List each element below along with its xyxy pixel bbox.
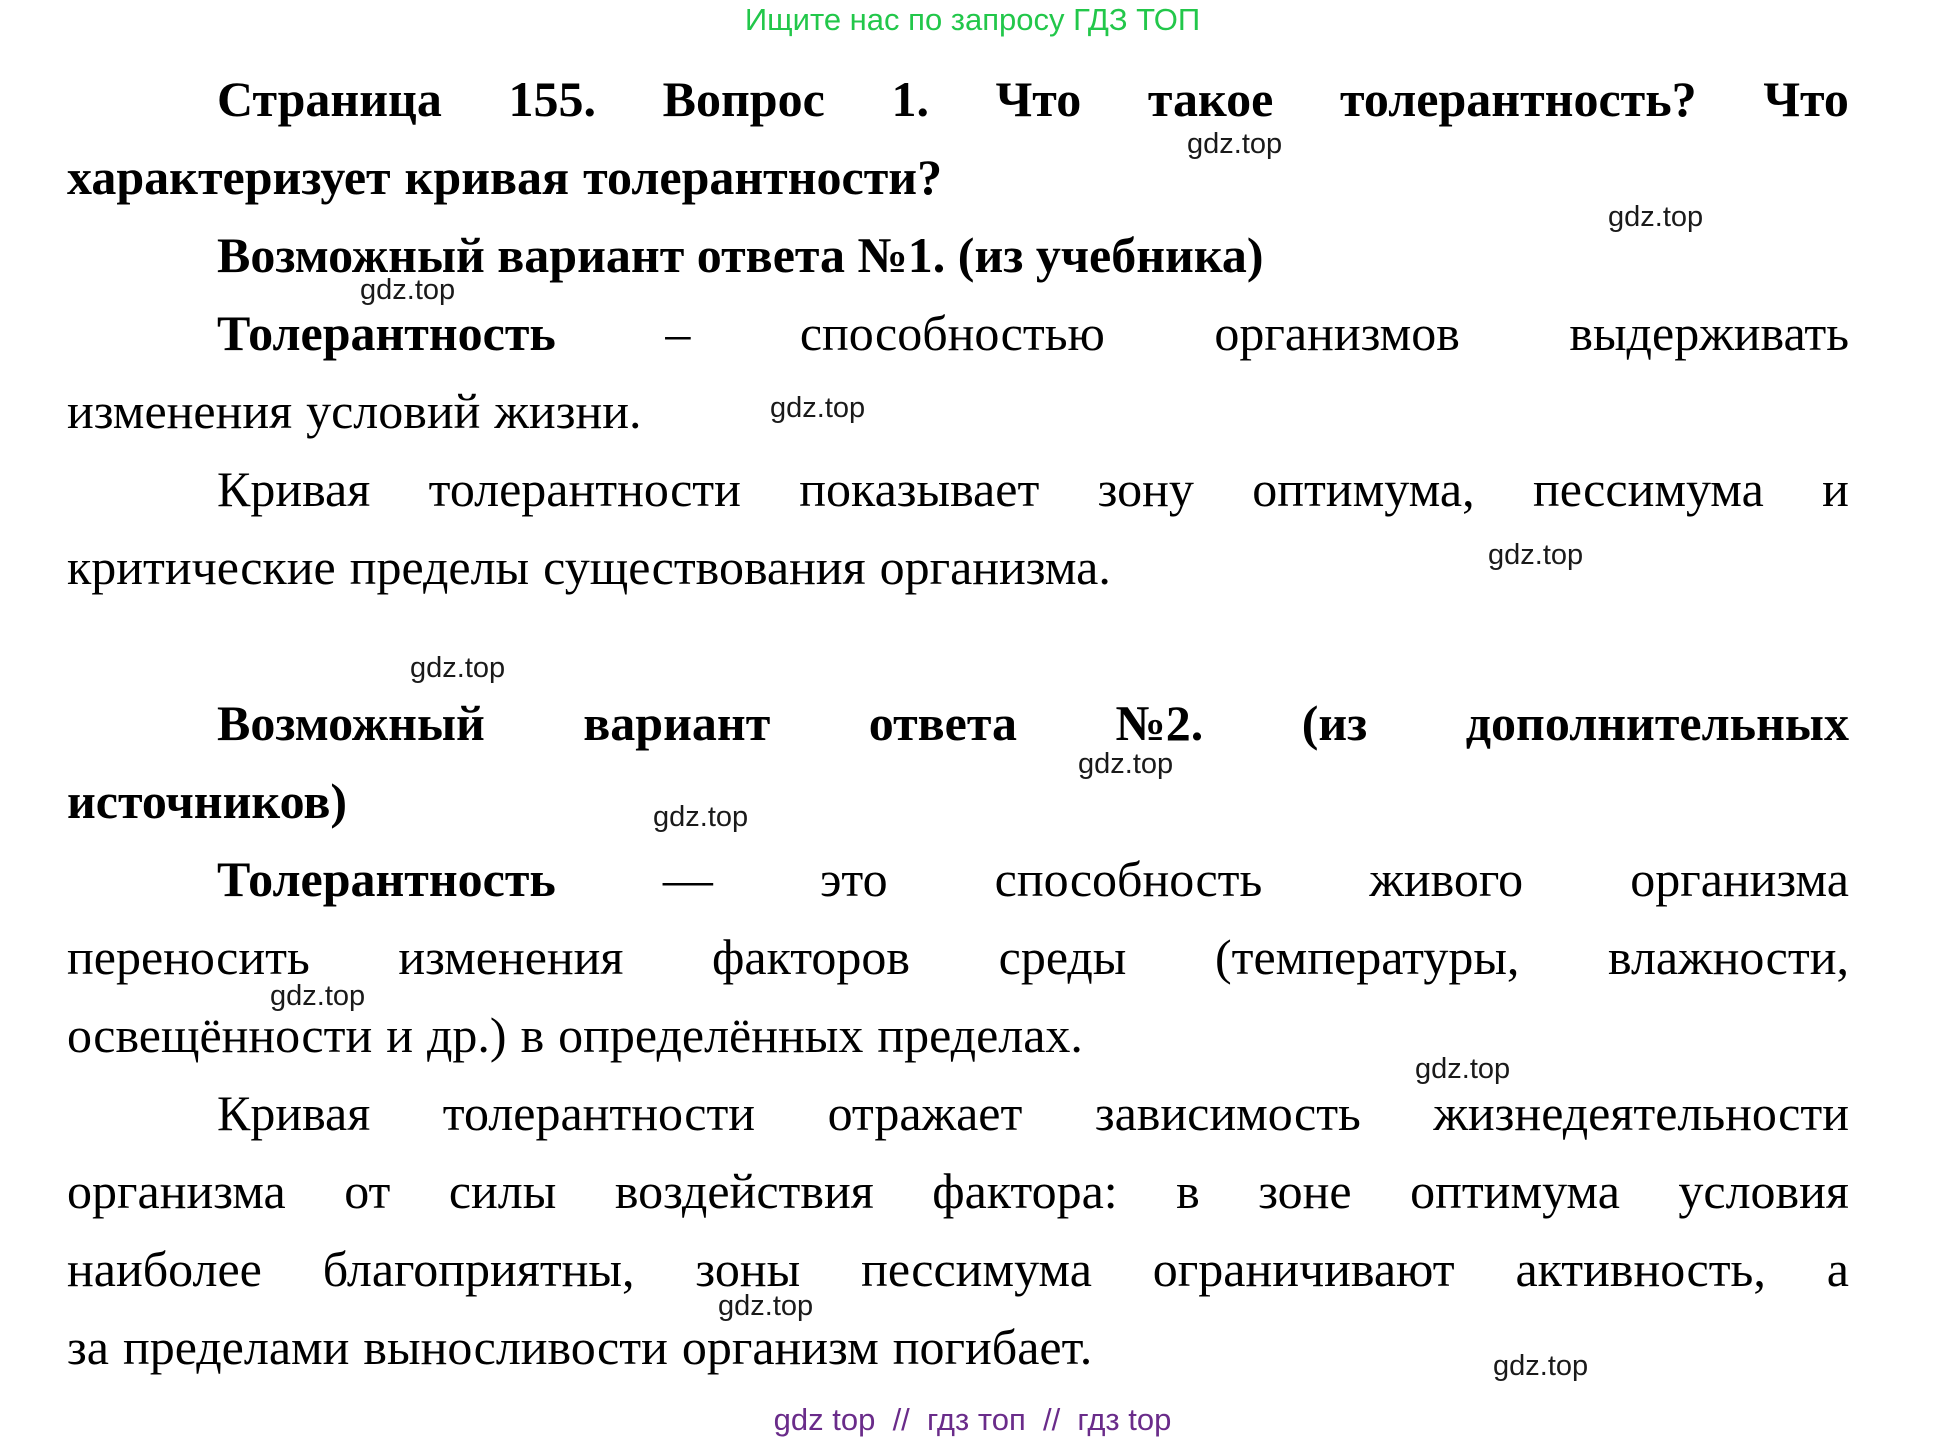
- word: толерантности: [428, 461, 741, 517]
- word: существования: [543, 539, 866, 595]
- word: погибает.: [892, 1319, 1093, 1375]
- word: пределами: [122, 1319, 350, 1375]
- word: Толерантность: [217, 851, 556, 907]
- answer1-curve-line-1: [67, 450, 1849, 528]
- word: выдерживать: [1569, 305, 1849, 361]
- word: и: [386, 1007, 413, 1063]
- watermark: gdz.top: [1078, 748, 1174, 780]
- word: Что: [995, 71, 1082, 127]
- answer2-heading-line-1: [67, 684, 1849, 762]
- word: –: [665, 305, 691, 361]
- word: за: [67, 1319, 109, 1375]
- watermark: gdz.top: [1415, 1053, 1511, 1085]
- word: оптимума: [1410, 1163, 1620, 1219]
- word: отражает: [827, 1085, 1023, 1141]
- word: изменения: [398, 929, 624, 985]
- word: в: [1176, 1163, 1200, 1219]
- word: пессимума: [861, 1241, 1092, 1297]
- word: среды: [998, 929, 1127, 985]
- watermark: gdz.top: [360, 274, 456, 306]
- word: 155.: [508, 71, 596, 127]
- watermark: gdz.top: [653, 801, 749, 833]
- word: оптимума,: [1252, 461, 1475, 517]
- word: изменения: [67, 383, 293, 439]
- word: это: [819, 851, 888, 907]
- search-banner: Ищите нас по запросу ГДЗ ТОП: [744, 2, 1201, 37]
- word: (из: [1301, 695, 1368, 751]
- word: зону: [1097, 461, 1194, 517]
- word: Кривая: [217, 461, 371, 517]
- answer1-definition-line-2: [67, 372, 1849, 450]
- word: силы: [448, 1163, 557, 1219]
- word: пределах.: [877, 1007, 1083, 1063]
- watermark: gdz.top: [270, 980, 366, 1012]
- word: критические: [67, 539, 336, 595]
- word: (температуры,: [1214, 929, 1520, 985]
- word: выносливости: [363, 1319, 668, 1375]
- word: благоприятны,: [322, 1241, 635, 1297]
- word: Страница: [217, 71, 442, 127]
- word: воздействия: [614, 1163, 874, 1219]
- watermark: gdz.top: [1493, 1350, 1589, 1382]
- word: толерантности?: [583, 149, 943, 205]
- word: фактора:: [932, 1163, 1118, 1219]
- word: др.): [426, 1007, 507, 1063]
- word: организма: [1630, 851, 1849, 907]
- word: жизнедеятельности: [1433, 1085, 1849, 1141]
- answer2-heading-line-2: [67, 762, 1849, 840]
- word: условий: [306, 383, 481, 439]
- word: пределы: [349, 539, 530, 595]
- word: ограничивают: [1152, 1241, 1455, 1297]
- word: кривая: [404, 149, 570, 205]
- word: наиболее: [67, 1241, 262, 1297]
- footer-watermark: gdz top // гдз топ // гдз top: [773, 1402, 1172, 1437]
- answer2-curve-line-2: [67, 1152, 1849, 1230]
- word: способность: [994, 851, 1263, 907]
- answer1-heading: [67, 216, 1849, 294]
- word: переносить: [67, 929, 310, 985]
- word: 1.: [891, 71, 929, 127]
- answer2-curve-line-3: [67, 1230, 1849, 1308]
- word: зоне: [1258, 1163, 1352, 1219]
- word: от: [344, 1163, 391, 1219]
- word: показывает: [799, 461, 1040, 517]
- word: факторов: [712, 929, 911, 985]
- answer1-heading-text: Возможный вариант ответа №1. (из учебника): [217, 227, 1264, 283]
- word: Вопрос: [662, 71, 825, 127]
- watermark: gdz.top: [770, 392, 866, 424]
- word: организма: [67, 1163, 286, 1219]
- answer2-definition-line-1: [67, 840, 1849, 918]
- word: Возможный: [217, 695, 485, 751]
- word: и: [1822, 461, 1849, 517]
- question-line-1: [67, 60, 1849, 138]
- word: а: [1826, 1241, 1849, 1297]
- word: организмов: [1214, 305, 1460, 361]
- word: определённых: [558, 1007, 864, 1063]
- word: дополнительных: [1465, 695, 1849, 751]
- answer1-definition-line-1: [67, 294, 1849, 372]
- watermark: gdz.top: [718, 1290, 814, 1322]
- watermark: gdz.top: [1608, 201, 1704, 233]
- word: в: [520, 1007, 545, 1063]
- watermark: gdz.top: [410, 652, 506, 684]
- word: вариант: [583, 695, 771, 751]
- word: пессимума: [1532, 461, 1764, 517]
- question-line-2: [67, 138, 1849, 216]
- word: —: [662, 851, 713, 907]
- section-spacer: [67, 606, 1849, 684]
- document-body: [67, 60, 1849, 1386]
- word: такое: [1147, 71, 1274, 127]
- word: толерантность?: [1340, 71, 1697, 127]
- word: зоны: [695, 1241, 801, 1297]
- answer2-curve-line-1: [67, 1074, 1849, 1152]
- word: ответа: [868, 695, 1018, 751]
- word: активность,: [1515, 1241, 1766, 1297]
- word: Что: [1763, 71, 1849, 127]
- word: жизни.: [494, 383, 642, 439]
- word: организма.: [879, 539, 1111, 595]
- word: организм: [681, 1319, 879, 1375]
- word: источников): [67, 773, 347, 829]
- word: Кривая: [217, 1085, 371, 1141]
- word: Толерантность: [217, 305, 556, 361]
- word: №2.: [1115, 695, 1204, 751]
- watermark: gdz.top: [1187, 128, 1283, 160]
- word: влажности,: [1608, 929, 1849, 985]
- word: толерантности: [442, 1085, 756, 1141]
- word: условия: [1678, 1163, 1849, 1219]
- watermark: gdz.top: [1488, 539, 1584, 571]
- word: живого: [1369, 851, 1524, 907]
- word: характеризует: [67, 149, 391, 205]
- word: способностью: [799, 305, 1105, 361]
- word: освещённости: [67, 1007, 373, 1063]
- word: зависимость: [1094, 1085, 1361, 1141]
